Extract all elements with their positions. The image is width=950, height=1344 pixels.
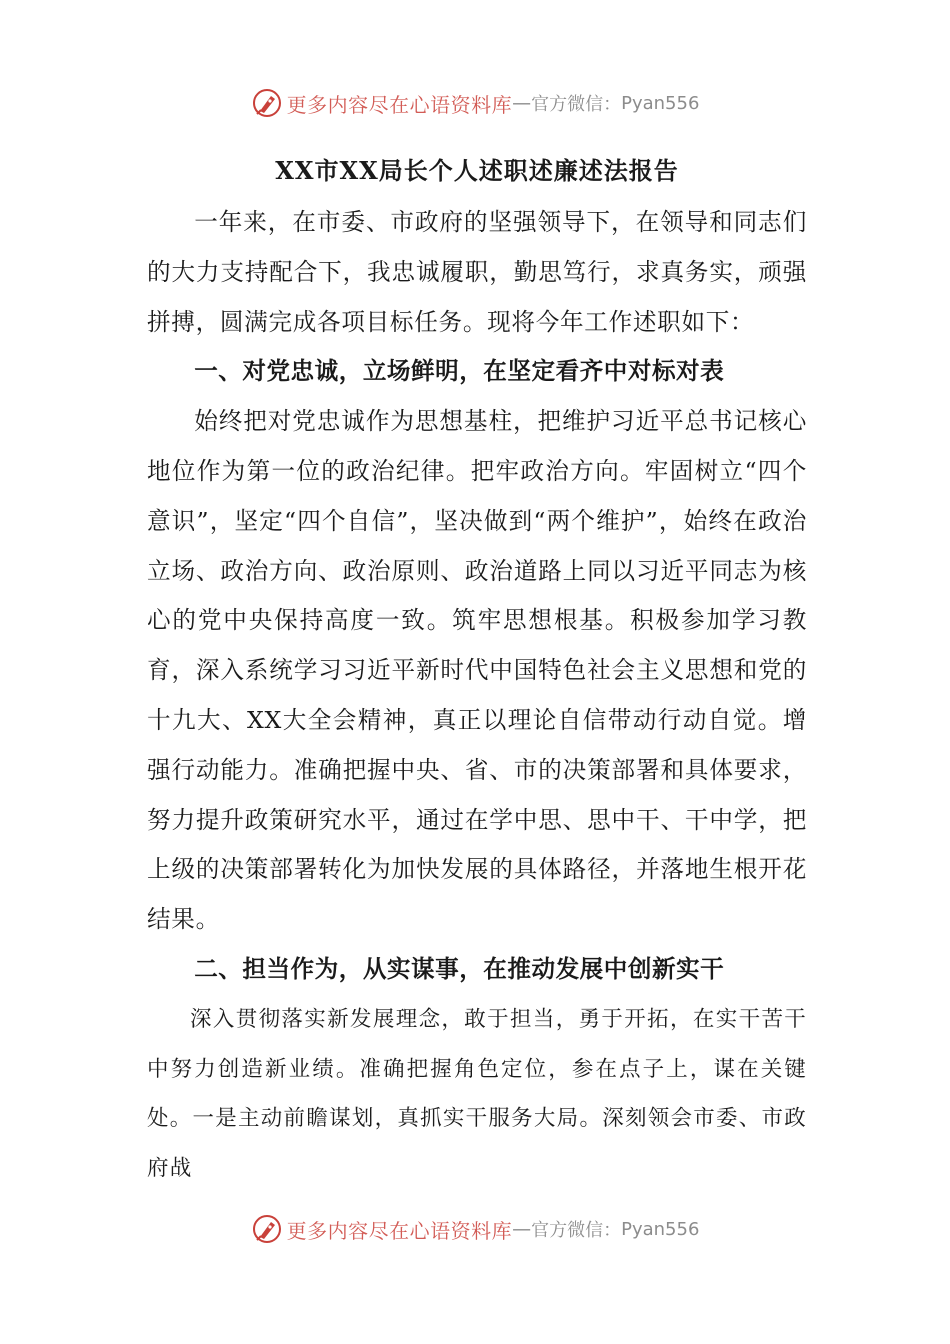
- section-heading-2: 二、担当作为，从实谋事，在推动发展中创新实干: [194, 954, 725, 983]
- pen-nib-logo-icon: [251, 1213, 283, 1245]
- intro-paragraph: 一年来，在市委、市政府的坚强领导下，在领导和同志们的大力支持配合下，我忠诚履职，勤思笃行，求真务实，顽强拼搏，圆满完成各项目标任务。现将今年工作述职如下：: [147, 208, 807, 336]
- watermark-contact-id: Pyan556: [621, 92, 700, 114]
- watermark-contact-id: Pyan556: [621, 1218, 700, 1240]
- document-body: [147, 148, 807, 1194]
- pen-nib-logo-icon: [251, 87, 283, 119]
- section-body-1: 始终把对党忠诚作为思想基柱，把维护习近平总书记核心地位作为第一位的政治纪律。把牢政治方向。牢固树立“四个意识”，坚定“四个自信”，坚决做到“两个维护”，始终在政治立场、政治方向、政治原则、政治道路上同以习近平同志为核心的党中央保持高度一致。筑牢思想根基。积极参加学习教育，深入系统学习习近平新时代中国特色社会主义思想和党的十九大、XX大全会精神，真正以理论自信带动行动自觉。增强行动能力。准确把握中央、省、市的决策部署和具体要求，努力提升政策研究水平，通过在学中思、思中干、干中学，把上级的决策部署转化为加快发展的具体路径，并落地生根开花结果。: [147, 407, 807, 934]
- document-title: XX市XX局长个人述职述廉述法报告: [275, 156, 679, 185]
- watermark-site-text: 更多内容尽在心语资料库: [286, 92, 513, 117]
- footer-watermark: [0, 1209, 950, 1249]
- header-watermark: [0, 83, 950, 123]
- section-heading-1: 一、对党忠诚，立场鲜明，在坚定看齐中对标对表: [194, 357, 725, 386]
- section-body-2: 深入贯彻落实新发展理念，敢于担当，勇于开拓，在实干苦干中努力创造新业绩。准确把握角色定位，参在点子上，谋在关键处。一是主动前瞻谋划，真抓实干服务大局。深刻领会市委、市政府战: [147, 1006, 807, 1182]
- watermark-site-text: 更多内容尽在心语资料库: [286, 1218, 513, 1243]
- watermark-contact-label: 官方微信：: [531, 1220, 622, 1241]
- watermark-separator: —: [512, 1218, 532, 1240]
- watermark-separator: —: [512, 92, 532, 114]
- watermark-contact-label: 官方微信：: [531, 94, 622, 115]
